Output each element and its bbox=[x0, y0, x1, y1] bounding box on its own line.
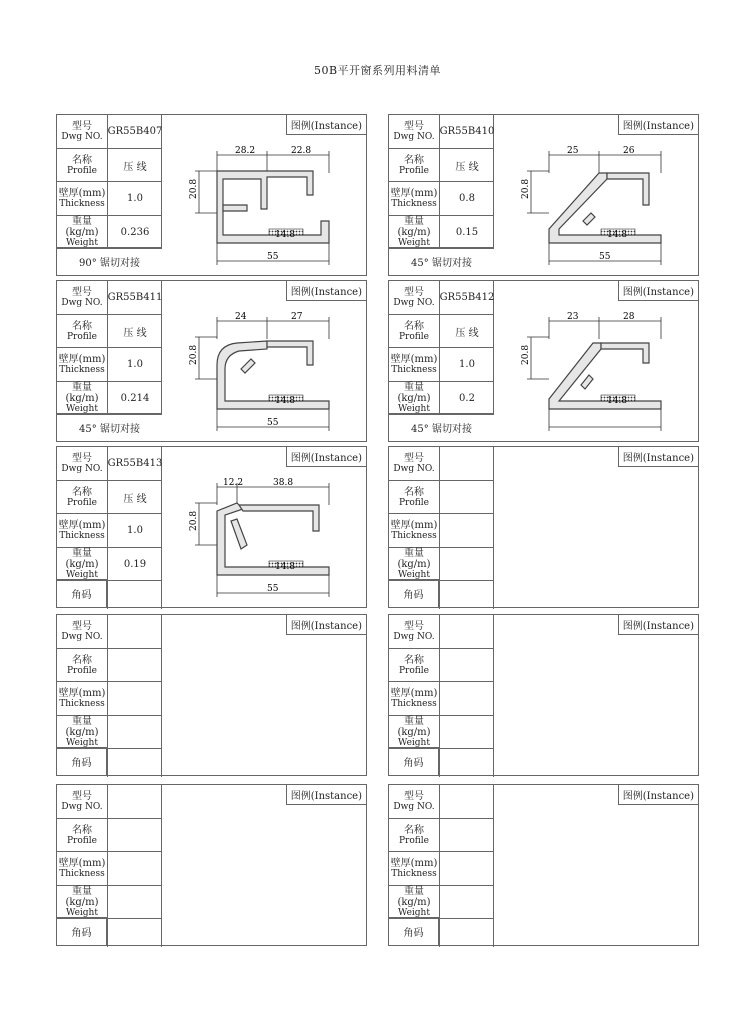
footer-cut: 45° 锯切对接 bbox=[389, 413, 494, 441]
label-profile: 名称 Profile bbox=[389, 481, 439, 514]
spec-values bbox=[439, 447, 494, 609]
value-dwg: GR55B407 bbox=[108, 115, 162, 149]
label-profile: 名称 Profile bbox=[389, 649, 439, 682]
instance-label: 图例(Instance) bbox=[286, 281, 366, 301]
dim-c: 14.8 bbox=[275, 396, 296, 406]
value-profile bbox=[440, 819, 494, 852]
value-weight bbox=[440, 548, 494, 581]
instance-label: 图例(Instance) bbox=[618, 447, 698, 467]
label-dwg: 型号 Dwg NO. bbox=[389, 785, 439, 819]
label-thickness: 壁厚(mm) Thickness bbox=[389, 514, 439, 548]
value-profile bbox=[440, 481, 494, 514]
spec-labels bbox=[389, 447, 439, 581]
label-thickness: 壁厚(mm) Thickness bbox=[57, 514, 107, 548]
label-dwg: 型号 Dwg NO. bbox=[389, 115, 439, 149]
label-weight: 重量(kg/m) Weight bbox=[389, 886, 439, 919]
label-dwg: 型号 Dwg NO. bbox=[57, 785, 107, 819]
value-thickness bbox=[440, 514, 494, 548]
label-profile: 名称 Profile bbox=[389, 315, 439, 348]
profile-card bbox=[388, 784, 699, 946]
profile-drawing bbox=[187, 309, 367, 437]
value-weight bbox=[440, 716, 494, 749]
spec-labels bbox=[57, 615, 107, 749]
instance-label: 图例(Instance) bbox=[286, 615, 366, 635]
value-profile: 压 线 bbox=[108, 149, 162, 182]
profile-drawing bbox=[519, 309, 699, 437]
footer-corner: 角码 bbox=[389, 747, 439, 775]
value-weight bbox=[108, 886, 162, 919]
instance-label: 图例(Instance) bbox=[618, 115, 698, 135]
label-weight: 重量(kg/m) Weight bbox=[389, 548, 439, 581]
value-weight: 0.236 bbox=[108, 216, 162, 249]
value-weight: 0.15 bbox=[440, 216, 494, 249]
dim-c: 14.8 bbox=[275, 230, 296, 240]
value-thickness bbox=[440, 852, 494, 886]
label-dwg: 型号 Dwg NO. bbox=[389, 281, 439, 315]
label-dwg: 型号 Dwg NO. bbox=[57, 281, 107, 315]
value-dwg: GR55B411 bbox=[108, 281, 162, 315]
label-profile: 名称 Profile bbox=[57, 149, 107, 182]
label-profile: 名称 Profile bbox=[389, 149, 439, 182]
value-thickness bbox=[440, 682, 494, 716]
dim-c: 14.8 bbox=[607, 230, 628, 240]
footer-corner: 角码 bbox=[389, 579, 439, 607]
value-thickness: 1.0 bbox=[108, 182, 162, 216]
label-weight: 重量(kg/m) Weight bbox=[389, 216, 439, 249]
value-weight bbox=[440, 886, 494, 919]
label-dwg: 型号 Dwg NO. bbox=[57, 447, 107, 481]
label-weight: 重量(kg/m) Weight bbox=[57, 382, 107, 415]
value-profile bbox=[108, 649, 162, 682]
label-profile: 名称 Profile bbox=[57, 819, 107, 852]
label-thickness: 壁厚(mm) Thickness bbox=[389, 182, 439, 216]
label-weight: 重量(kg/m) Weight bbox=[57, 886, 107, 919]
dim-b: 26 bbox=[623, 146, 635, 156]
dim-w: 55 bbox=[267, 252, 279, 262]
profile-card bbox=[388, 114, 699, 276]
value-weight: 0.19 bbox=[108, 548, 162, 581]
spec-labels bbox=[389, 281, 439, 415]
value-profile: 压 线 bbox=[440, 315, 494, 348]
spec-values bbox=[439, 785, 494, 947]
dim-a: 23 bbox=[567, 312, 579, 322]
spec-grid bbox=[389, 281, 494, 415]
instance-label: 图例(Instance) bbox=[286, 447, 366, 467]
profile-drawing bbox=[187, 475, 367, 603]
spec-values bbox=[107, 115, 162, 249]
label-weight: 重量(kg/m) Weight bbox=[57, 548, 107, 581]
value-dwg bbox=[440, 447, 494, 481]
profile-drawing bbox=[187, 143, 367, 271]
label-thickness: 壁厚(mm) Thickness bbox=[389, 682, 439, 716]
dim-w: 55 bbox=[267, 584, 279, 594]
spec-labels bbox=[57, 115, 107, 249]
label-thickness: 壁厚(mm) Thickness bbox=[57, 682, 107, 716]
label-thickness: 壁厚(mm) Thickness bbox=[57, 182, 107, 216]
label-thickness: 壁厚(mm) Thickness bbox=[57, 348, 107, 382]
profile-card bbox=[388, 280, 699, 442]
spec-values bbox=[107, 615, 162, 777]
dim-b: 22.8 bbox=[291, 146, 312, 156]
value-profile: 压 线 bbox=[440, 149, 494, 182]
value-weight: 0.2 bbox=[440, 382, 494, 415]
dim-h: 20.8 bbox=[189, 344, 199, 365]
label-thickness: 壁厚(mm) Thickness bbox=[389, 852, 439, 886]
value-profile bbox=[440, 649, 494, 682]
label-profile: 名称 Profile bbox=[57, 649, 107, 682]
spec-values bbox=[107, 785, 162, 947]
label-profile: 名称 Profile bbox=[57, 481, 107, 514]
label-thickness: 壁厚(mm) Thickness bbox=[57, 852, 107, 886]
spec-grid bbox=[389, 115, 494, 249]
spec-labels bbox=[57, 785, 107, 919]
label-profile: 名称 Profile bbox=[57, 315, 107, 348]
footer-cut: 90° 锯切对接 bbox=[57, 247, 162, 275]
footer-cut: 45° 锯切对接 bbox=[389, 247, 494, 275]
value-thickness: 1.0 bbox=[108, 514, 162, 548]
instance-label: 图例(Instance) bbox=[286, 785, 366, 805]
dim-a: 25 bbox=[567, 146, 579, 156]
value-dwg: GR55B413 bbox=[108, 447, 162, 481]
value-profile: 压 线 bbox=[108, 481, 162, 514]
value-dwg bbox=[108, 785, 162, 819]
spec-grid bbox=[57, 115, 162, 249]
value-dwg bbox=[440, 615, 494, 649]
spec-labels bbox=[389, 615, 439, 749]
value-dwg bbox=[108, 615, 162, 649]
dim-a: 24 bbox=[235, 312, 247, 322]
label-weight: 重量(kg/m) Weight bbox=[57, 216, 107, 249]
profile-card bbox=[56, 114, 367, 276]
label-dwg: 型号 Dwg NO. bbox=[57, 615, 107, 649]
profile-card bbox=[56, 614, 367, 776]
footer-corner: 角码 bbox=[57, 917, 107, 945]
dim-c: 14.8 bbox=[275, 562, 296, 572]
dim-c: 14.8 bbox=[607, 396, 628, 406]
dim-h: 20.8 bbox=[521, 178, 531, 199]
spec-values bbox=[107, 281, 162, 415]
profile-drawing bbox=[519, 143, 699, 271]
label-dwg: 型号 Dwg NO. bbox=[389, 615, 439, 649]
label-thickness: 壁厚(mm) Thickness bbox=[389, 348, 439, 382]
spec-labels bbox=[57, 281, 107, 415]
dim-a: 28.2 bbox=[235, 146, 256, 156]
spec-grid bbox=[57, 281, 162, 415]
dim-b: 27 bbox=[291, 312, 303, 322]
label-weight: 重量(kg/m) Weight bbox=[389, 716, 439, 749]
instance-label: 图例(Instance) bbox=[618, 785, 698, 805]
dim-a: 12.2 bbox=[223, 478, 244, 488]
value-thickness: 1.0 bbox=[440, 348, 494, 382]
dim-b: 28 bbox=[623, 312, 635, 322]
dim-b: 38.8 bbox=[273, 478, 294, 488]
value-profile bbox=[108, 819, 162, 852]
dim-h: 20.8 bbox=[189, 510, 199, 531]
footer-corner: 角码 bbox=[57, 747, 107, 775]
footer-corner: 角码 bbox=[57, 579, 107, 607]
label-profile: 名称 Profile bbox=[389, 819, 439, 852]
spec-values bbox=[439, 615, 494, 777]
profile-card bbox=[56, 784, 367, 946]
label-weight: 重量(kg/m) Weight bbox=[389, 382, 439, 415]
profile-card bbox=[56, 280, 367, 442]
label-weight: 重量(kg/m) Weight bbox=[57, 716, 107, 749]
spec-values bbox=[107, 447, 162, 609]
spec-values bbox=[439, 115, 494, 249]
value-weight bbox=[108, 716, 162, 749]
instance-label: 图例(Instance) bbox=[618, 615, 698, 635]
footer-cut: 45° 锯切对接 bbox=[57, 413, 162, 441]
value-profile: 压 线 bbox=[108, 315, 162, 348]
dim-w: 55 bbox=[599, 252, 611, 262]
value-dwg bbox=[440, 785, 494, 819]
profile-card bbox=[388, 614, 699, 776]
value-thickness bbox=[108, 682, 162, 716]
value-dwg: GR55B412 bbox=[440, 281, 494, 315]
label-dwg: 型号 Dwg NO. bbox=[57, 115, 107, 149]
instance-label: 图例(Instance) bbox=[618, 281, 698, 301]
spec-labels bbox=[389, 785, 439, 919]
profile-card bbox=[56, 446, 367, 608]
spec-values bbox=[439, 281, 494, 415]
dim-h: 20.8 bbox=[189, 178, 199, 199]
profile-card bbox=[388, 446, 699, 608]
dim-w: 55 bbox=[267, 418, 279, 428]
label-dwg: 型号 Dwg NO. bbox=[389, 447, 439, 481]
value-weight: 0.214 bbox=[108, 382, 162, 415]
footer-corner: 角码 bbox=[389, 917, 439, 945]
spec-labels bbox=[57, 447, 107, 581]
value-thickness: 0.8 bbox=[440, 182, 494, 216]
value-thickness bbox=[108, 852, 162, 886]
value-thickness: 1.0 bbox=[108, 348, 162, 382]
value-dwg: GR55B410 bbox=[440, 115, 494, 149]
instance-label: 图例(Instance) bbox=[286, 115, 366, 135]
page-title: 50B平开窗系列用料清单 bbox=[313, 64, 442, 77]
spec-labels bbox=[389, 115, 439, 249]
dim-h: 20.8 bbox=[521, 344, 531, 365]
